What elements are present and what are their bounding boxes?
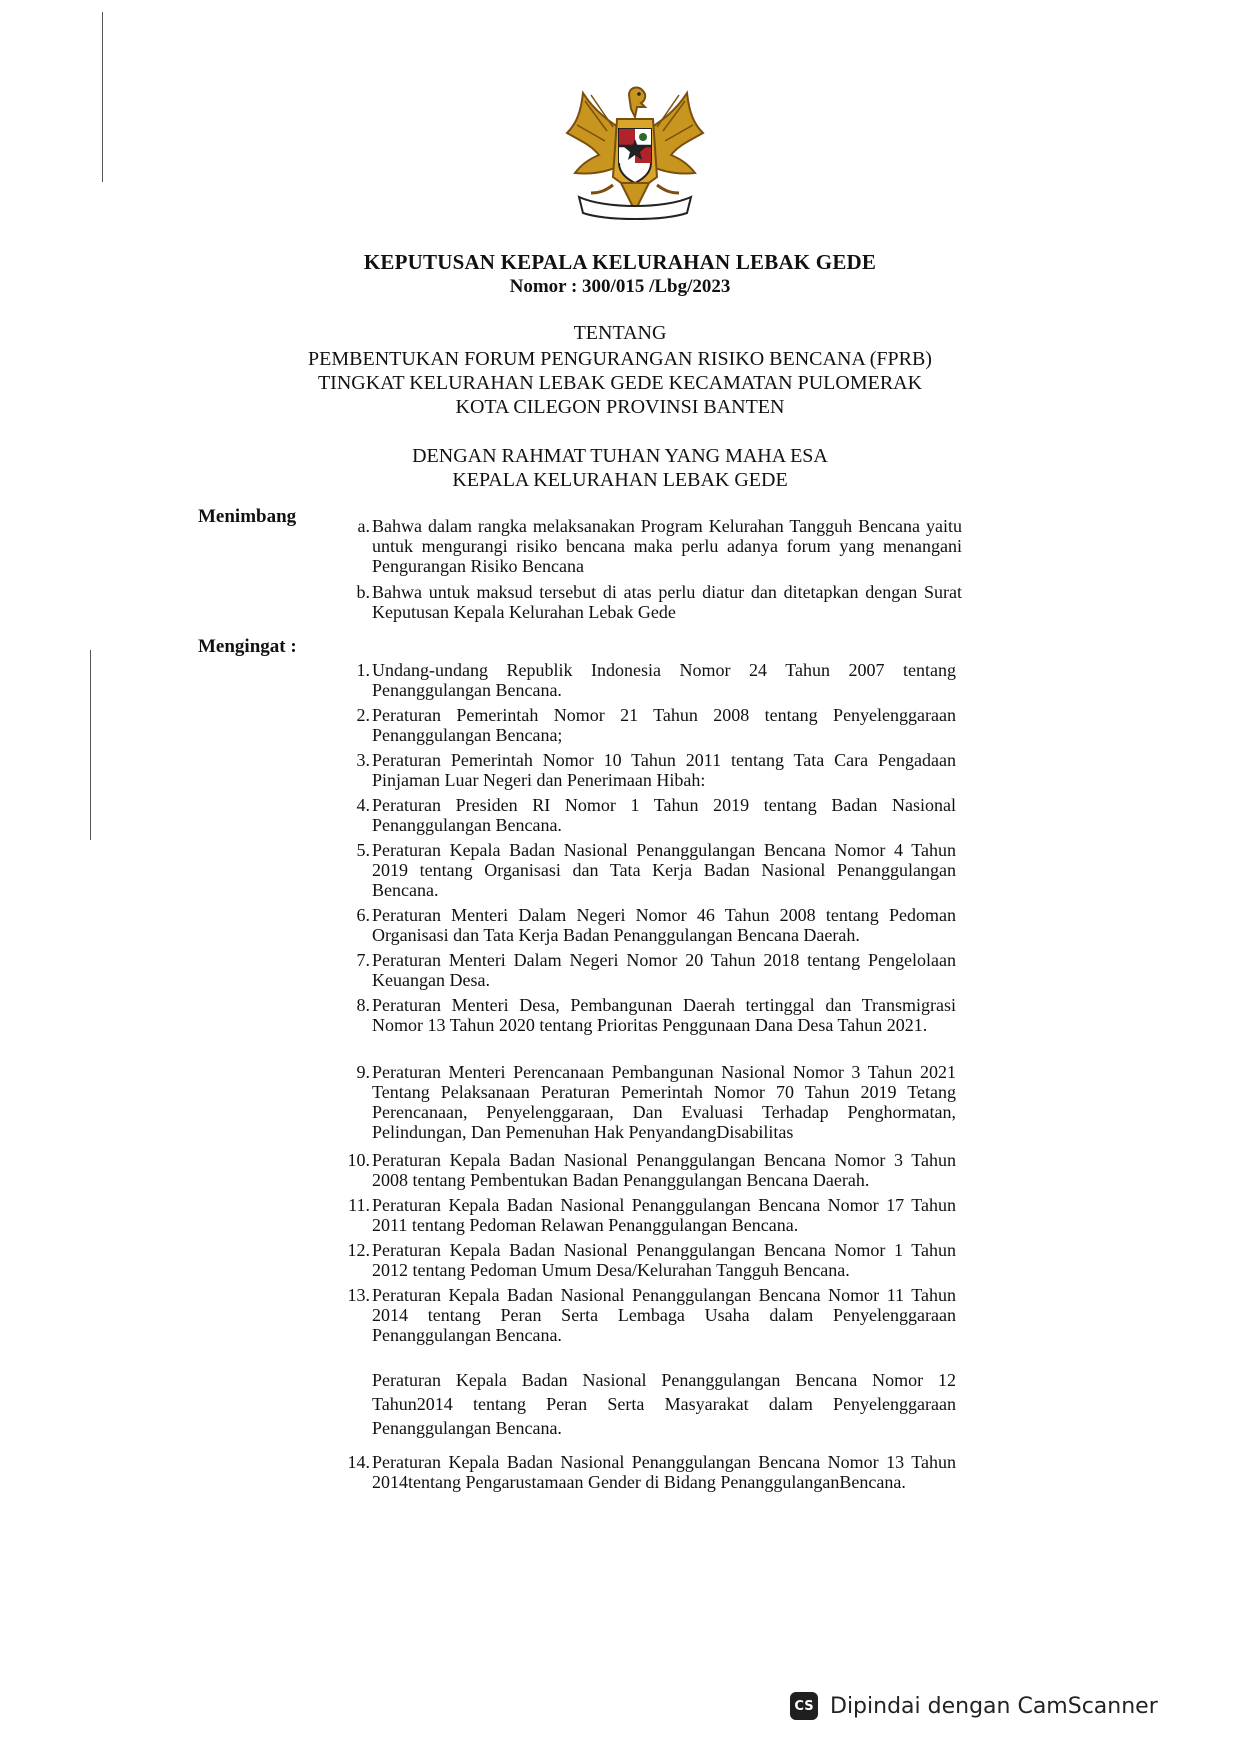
item-marker: b. [356,582,370,602]
item-text: Peraturan Menteri Dalam Negeri Nomor 46 Tahun 2008 tentang Pedoman Organisasi dan Tata Kerja Badan Penanggulangan Bencana Daerah. [372,905,956,945]
menimbang-label: Menimbang [198,506,297,527]
item-text: Peraturan Kepala Badan Nasional Penanggulangan Bencana Nomor 13 Tahun 2014tentang Pengarustamaan Gender di Bidang PenanggulanganBencana. [372,1452,956,1492]
item-text: Peraturan Kepala Badan Nasional Penanggulangan Bencana Nomor 17 Tahun 2011 tentang Pedoman Relawan Penanggulangan Bencana. [372,1195,956,1235]
decree-title: KEPUTUSAN KEPALA KELURAHAN LEBAK GEDE [363,250,877,274]
item-text: Peraturan Kepala Badan Nasional Penanggulangan Bencana Nomor 3 Tahun 2008 tentang Pembentukan Badan Penanggulangan Bencana Daerah. [372,1150,956,1190]
item-text: Bahwa dalam rangka melaksanakan Program Kelurahan Tangguh Bencana yaitu untuk mengurangi risiko bencana maka perlu adanya forum yang menangani Pengurangan Risiko Bencana [372,516,962,576]
item-marker: 10. [347,1150,370,1170]
item-text: Peraturan Kepala Badan Nasional Penanggulangan Bencana Nomor 1 Tahun 2012 tentang Pedoman Umum Desa/Kelurahan Tangguh Bencana. [372,1240,956,1280]
item-marker: 7. [356,950,370,970]
mengingat-label: Mengingat : [198,636,297,657]
camscanner-text: Dipindai dengan CamScanner [830,1693,1158,1719]
subject-line: PEMBENTUKAN FORUM PENGURANGAN RISIKO BENCANA (FPRB) [308,348,932,370]
camscanner-watermark [762,1680,1222,1732]
item-text: Peraturan Pemerintah Nomor 21 Tahun 2008 tentang Penyelenggaraan Penanggulangan Bencana; [372,705,956,745]
scan-edge-line [90,650,91,840]
item-marker: 5. [356,840,370,860]
item-marker: 1. [356,660,370,680]
item-marker: 2. [356,705,370,725]
item-marker: a. [357,516,370,536]
preamble-line: DENGAN RAHMAT TUHAN YANG MAHA ESA [412,445,828,467]
item-marker: 13. [347,1285,370,1305]
item-text: Peraturan Kepala Badan Nasional Penanggulangan Bencana Nomor 12 Tahun2014 tentang Peran Serta Masyarakat dalam Penyelenggaraan Penanggulangan Bencana. [372,1370,956,1438]
item-marker: 9. [356,1062,370,1082]
garuda-emblem-icon [555,75,715,225]
subject-line: KOTA CILEGON PROVINSI BANTEN [455,396,785,418]
item-text: Peraturan Menteri Dalam Negeri Nomor 20 Tahun 2018 tentang Pengelolaan Keuangan Desa. [372,950,956,990]
preamble [0,444,1240,492]
item-text: Peraturan Kepala Badan Nasional Penanggulangan Bencana Nomor 11 Tahun 2014 tentang Peran Serta Lembaga Usaha dalam Penyelenggaraan Penanggulangan Bencana. [372,1285,956,1345]
item-text: Peraturan Pemerintah Nomor 10 Tahun 2011 tentang Tata Cara Pengadaan Pinjaman Luar Negeri dan Penerimaan Hibah: [372,750,956,790]
item-text: Peraturan Presiden RI Nomor 1 Tahun 2019 tentang Badan Nasional Penanggulangan Bencana. [372,795,956,835]
camscanner-logo-icon: CS [790,1692,818,1720]
item-text: Peraturan Kepala Badan Nasional Penanggulangan Bencana Nomor 4 Tahun 2019 tentang Organisasi dan Tata Kerja Badan Nasional Penanggulangan Bencana. [372,840,956,900]
item-marker: 14. [347,1452,370,1472]
tentang-label: TENTANG [573,322,667,344]
item-marker: 4. [356,795,370,815]
scan-edge-line [102,12,103,182]
item-text: Bahwa untuk maksud tersebut di atas perlu diatur dan ditetapkan dengan Surat Keputusan Kepala Kelurahan Lebak Gede [372,582,962,622]
item-text: Peraturan Menteri Perencanaan Pembangunan Nasional Nomor 3 Tahun 2021 Tentang Pelaksanaan Peraturan Pemerintah Nomor 70 Tahun 2019 Tetang Perencanaan, Penyelenggaraan, Dan Evaluasi Terhadap Penghormatan, Pelindungan, Dan Pemenuhan Hak PenyandangDisabilitas [372,1062,956,1142]
decree-subject [0,347,1240,419]
item-text: Undang-undang Republik Indonesia Nomor 24 Tahun 2007 tentang Penanggulangan Bencana. [372,660,956,700]
preamble-line: KEPALA KELURAHAN LEBAK GEDE [452,469,788,491]
item-text: Peraturan Menteri Desa, Pembangunan Daerah tertinggal dan Transmigrasi Nomor 13 Tahun 2020 tentang Prioritas Penggunaan Dana Desa Tahun 2021. [372,995,956,1035]
item-marker: 3. [356,750,370,770]
item-marker: 12. [347,1240,370,1260]
item-marker: 8. [356,995,370,1015]
subject-line: TINGKAT KELURAHAN LEBAK GEDE KECAMATAN PULOMERAK [317,372,923,394]
item-marker: 6. [356,905,370,925]
decree-number: Nomor : 300/015 /Lbg/2023 [509,276,731,297]
item-marker: 11. [348,1195,370,1215]
